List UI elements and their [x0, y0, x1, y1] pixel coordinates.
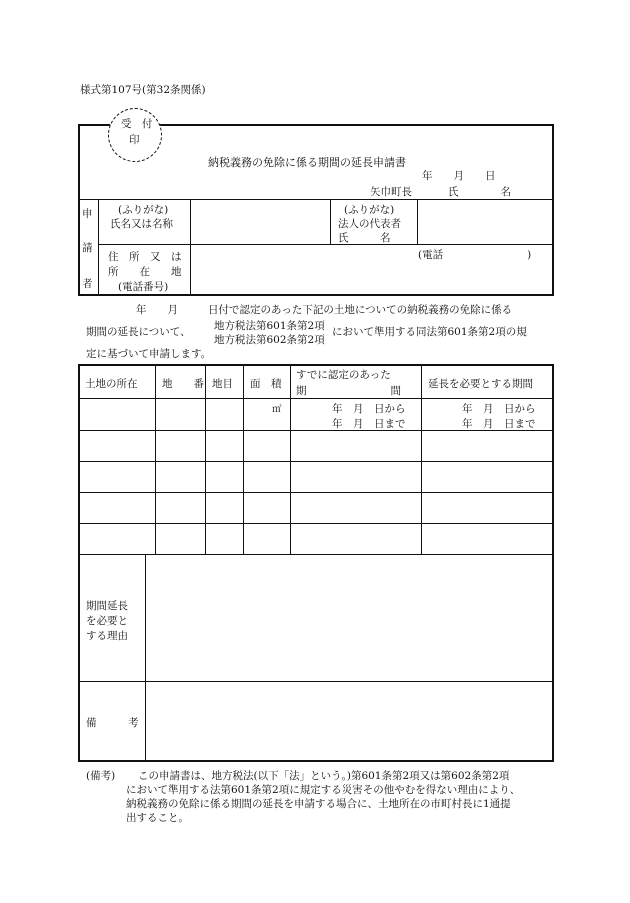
date-line: 年 月 日: [422, 170, 496, 182]
applicant-grid-mid: [98, 244, 554, 245]
extension-to: 年 月 日まで: [462, 418, 536, 430]
form-title: 納税義務の免除に係る期間の延長申請書: [208, 156, 406, 169]
address-label-2: 所 在 地: [108, 266, 182, 278]
header-location: 土地の所在: [85, 378, 138, 390]
reason-label-1: 期間延長: [86, 600, 128, 612]
header-lot-number: 地 番: [162, 378, 204, 390]
body-line2-lead: 期間の延長について、: [86, 326, 191, 338]
phone-label: (電話 ): [418, 249, 532, 261]
applicant-col-4: [417, 199, 418, 244]
approved-from: 年 月 日から: [332, 403, 406, 415]
remarks-label: 備 考: [86, 717, 139, 729]
footnote-line3: 納税義務の免除に係る期間の延長を申請する場合に、土地所在の市町村長に1通提: [126, 798, 511, 810]
applicant-grid-top: [78, 199, 554, 200]
rep-label-2: 氏 名: [338, 232, 391, 244]
header-approved-period-2: 期 間: [296, 385, 401, 397]
addressee: 矢巾町長: [370, 186, 412, 198]
header-approved-period-1: すでに認定のあった: [296, 369, 391, 381]
applicant-label-2: 請: [82, 242, 93, 254]
area-unit: ㎡: [272, 404, 282, 415]
receipt-stamp: [108, 108, 162, 162]
rep-label-1: 法人の代表者: [338, 218, 401, 230]
stamp-bottom-text: 印: [129, 134, 140, 146]
reason-label-2: を必要と: [86, 615, 128, 627]
land-row-line-5: [78, 554, 554, 555]
body-line2-tail: において準用する同法第601条第2項の規: [332, 326, 527, 338]
applicant-col-1: [98, 199, 99, 296]
address-label-1: 住 所 又 は: [108, 251, 182, 263]
footnote-label: (備考): [86, 770, 116, 782]
reason-label-col: [145, 554, 146, 762]
body-line1-lead: 年 月: [136, 304, 178, 316]
land-row-line-2: [78, 461, 554, 462]
land-col-3: [243, 364, 244, 554]
applicant-col-2: [190, 199, 191, 296]
reason-label-3: する理由: [86, 630, 128, 642]
land-col-5: [421, 364, 422, 554]
applicant-label-3: 者: [82, 278, 93, 290]
signer-label: 氏 名: [448, 186, 511, 198]
header-land-category: 地目: [212, 378, 233, 390]
furigana-right: (ふりがな): [344, 204, 395, 216]
law-option-2: 地方税法第602条第2項: [214, 334, 325, 346]
header-extension-period: 延長を必要とする期間: [428, 378, 533, 390]
extension-from: 年 月 日から: [462, 403, 536, 415]
address-label-3: (電話番号): [118, 281, 169, 293]
footnote-line1: この申請書は、地方税法(以下「法」という。)第601条第2項又は第602条第2項: [138, 770, 510, 782]
land-col-4: [290, 364, 291, 554]
footnote-line4: 出すること。: [126, 812, 189, 824]
applicant-label-1: 申: [82, 208, 93, 220]
land-row-line-4: [78, 523, 554, 524]
reason-remarks-line: [78, 681, 554, 682]
name-label: 氏名又は名称: [110, 218, 173, 230]
header-area: 面 積: [250, 378, 282, 390]
footnote-line2: において準用する法第601条第2項に規定する災害その他やむを得ない理由により、: [126, 784, 521, 796]
applicant-col-3: [330, 199, 331, 244]
land-col-2: [205, 364, 206, 554]
form-number: 様式第107号(第32条関係): [80, 84, 206, 96]
land-table-header-line: [78, 398, 554, 399]
land-col-1: [155, 364, 156, 554]
body-line1: 日付で認定のあった下記の土地についての納税義務の免除に係る: [208, 304, 513, 316]
law-option-1: 地方税法第601条第2項: [214, 320, 325, 332]
approved-to: 年 月 日まで: [332, 418, 406, 430]
body-line3: 定に基づいて申請します。: [86, 348, 212, 360]
land-row-line-3: [78, 492, 554, 493]
stamp-top-text: 受 付: [121, 118, 153, 130]
furigana-left: (ふりがな): [118, 204, 169, 216]
